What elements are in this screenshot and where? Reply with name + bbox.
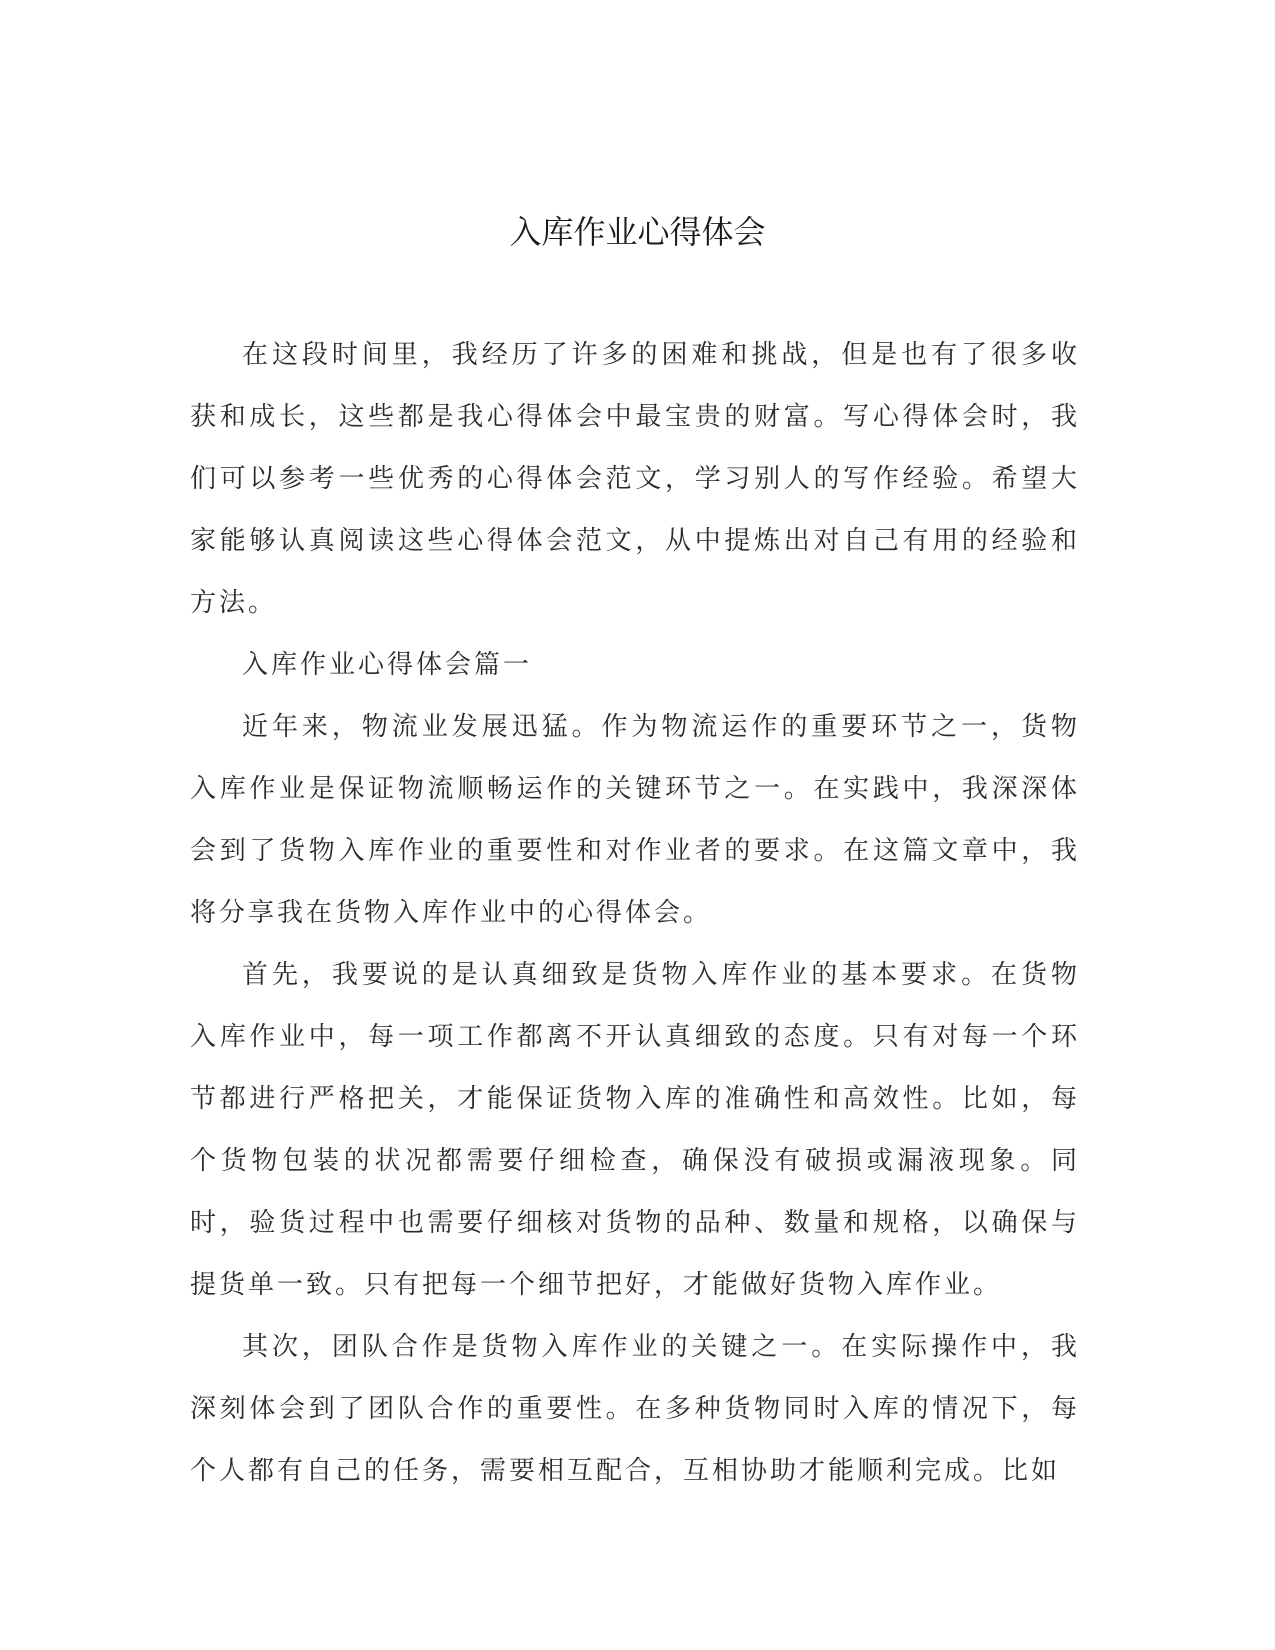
body-paragraph: 其次，团队合作是货物入库作业的关键之一。在实际操作中，我深刻体会到了团队合作的重要性。在多种货物同时入库的情况下，每个人都有自己的任务，需要相互配合，互相协助才能顺利完成。比如 (190, 1332, 1080, 1486)
body-paragraph: 近年来，物流业发展迅猛。作为物流运作的重要环节之一，货物入库作业是保证物流顺畅运作的关键环节之一。在实践中，我深深体会到了货物入库作业的重要性和对作业者的要求。在这篇文章中，我将分享我在货物入库作业中的心得体会。 (190, 712, 1080, 928)
document-title: 入库作业心得体会 (509, 213, 766, 251)
section-heading: 入库作业心得体会篇一 (242, 650, 533, 680)
document-body (190, 324, 1080, 1502)
body-paragraph: 首先，我要说的是认真细致是货物入库作业的基本要求。在货物入库作业中，每一项工作都离不开认真细致的态度。只有对每一个环节都进行严格把关，才能保证货物入库的准确性和高效性。比如，每个货物包装的状况都需要仔细检查，确保没有破损或漏液现象。同时，验货过程中也需要仔细核对货物的品种、数量和规格，以确保与提货单一致。只有把每一个细节把好，才能做好货物入库作业。 (190, 960, 1080, 1300)
intro-paragraph: 在这段时间里，我经历了许多的困难和挑战，但是也有了很多收获和成长，这些都是我心得体会中最宝贵的财富。写心得体会时，我们可以参考一些优秀的心得体会范文，学习别人的写作经验。希望大家能够认真阅读这些心得体会范文，从中提炼出对自己有用的经验和方法。 (190, 340, 1080, 618)
